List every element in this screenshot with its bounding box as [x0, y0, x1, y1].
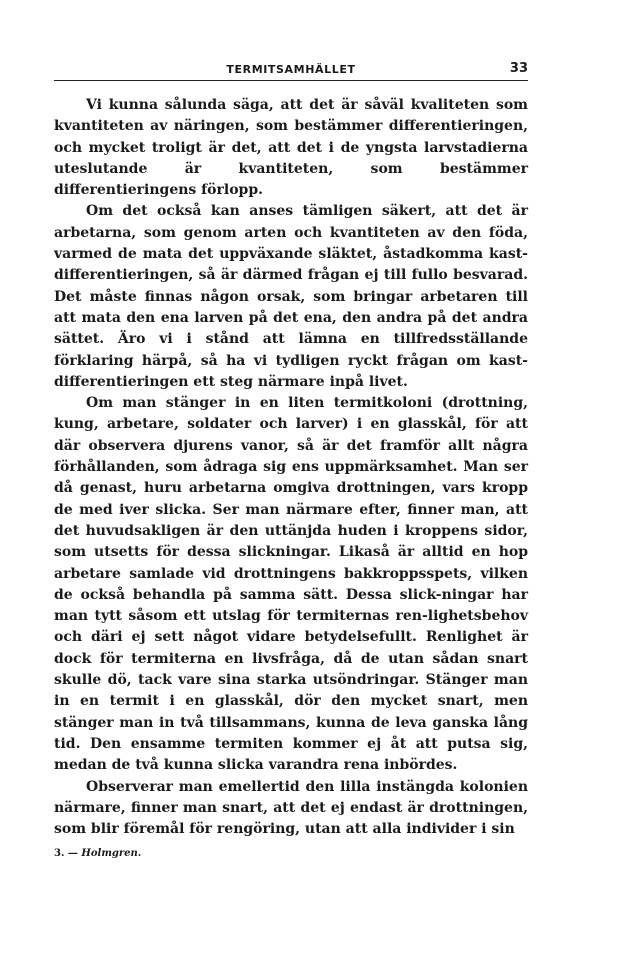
paragraph-1: Vi kunna sålunda säga, att det är såväl kvaliteten som kvantiteten av näringen, som bestämmer differentieringen, och mycket troligt är det, att det i de yngsta larvstadierna uteslutande är kvantiteten, som bestämmer differentieringens förlopp. [54, 97, 528, 199]
running-title: TERMITSAMHÄLLET [226, 63, 356, 76]
paragraph-2: Om det också kan anses tämligen säkert, att det är arbetarna, som genom arten och kvantiteten av den föda, varmed de mata det uppväxande släktet, åstadkomma kast-differentieringen, så är därmed frågan ej till fullo besvarad. Det måste finnas någon orsak, som bringar arbetaren till att mata den ena larven på det ena, den andra på det andra sättet. Äro vi i stånd att lämna en tillfredsställande förklaring härpå, så ha vi tydligen ryckt frågan om kast-differentieringen ett steg närmare inpå livet. [54, 203, 528, 390]
running-header [54, 58, 528, 81]
body-text [54, 95, 528, 840]
signature-number: 3. — [54, 848, 78, 859]
signature-author: Holmgren. [81, 848, 142, 859]
page-number: 33 [509, 61, 528, 76]
book-page [54, 58, 528, 840]
paragraph-4: Observerar man emellertid den lilla instängda kolonien närmare, finner man snart, att det ej endast är drottningen, som blir föremål för rengöring, utan att alla individer i sin [54, 778, 528, 838]
paragraph-3: Om man stänger in en liten termitkoloni (drottning, kung, arbetare, soldater och larver) i en glasskål, för att där observera djurens vanor, så är det framför allt några förhållanden, som ådraga sig ens uppmärksamhet. Man ser då genast, huru arbetarna omgiva drottningen, vars kropp de med iver slicka. Ser man närmare efter, finner man, att det huvudsakligen är den uttänjda huden i kroppens sidor, som utsetts för dessa slickningar. Likaså är alltid en hop arbetare samlade vid drottningens bakkroppsspets, vilken de också behandla på samma sätt. Dessa slick-ningar har man tytt såsom ett utslag för termiternas ren-lighetsbehov och däri ej sett något vidare betydelsefullt. Renlighet är dock för termiterna en livsfråga, då de utan sådan snart skulle dö, tack vare sina starka utsöndringar. Stänger man in en termit i en glasskål, dör den mycket snart, men stänger man in två tillsammans, kunna de leva ganska lång tid. Den ensamme termiten kommer ej åt att putsa sig, medan de två kunna slicka varandra rena inbördes. [54, 395, 528, 774]
signature-mark [54, 848, 141, 859]
